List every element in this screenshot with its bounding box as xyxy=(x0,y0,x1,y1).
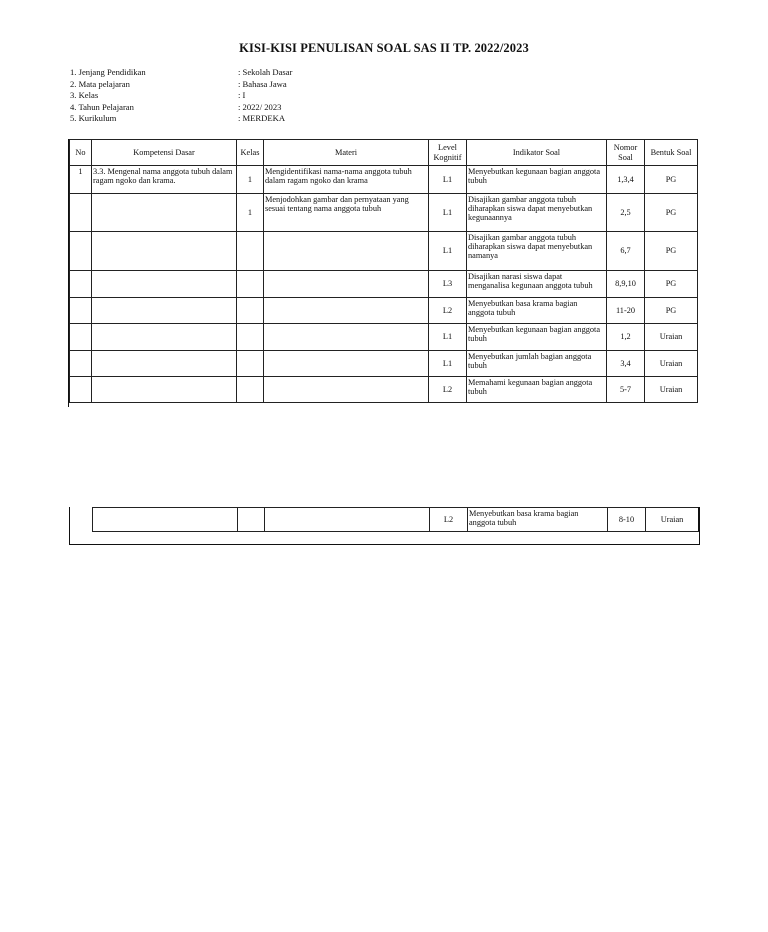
cell-nomor: 1,2 xyxy=(607,324,645,351)
table-outer-border xyxy=(69,544,700,545)
cell-materi xyxy=(264,351,429,377)
cell-bentuk: PG xyxy=(645,232,698,271)
info-key: 1. Jenjang Pendidikan xyxy=(70,67,146,77)
cell-bentuk: Uraian xyxy=(645,377,698,403)
cell-bentuk: PG xyxy=(645,298,698,324)
cell-kompetensi xyxy=(92,377,237,403)
cell-kompetensi xyxy=(92,194,237,232)
cell-indikator: Disajikan gambar anggota tubuh diharapkan siswa dapat menyebutkan namanya xyxy=(467,232,607,271)
cell-indikator: Disajikan gambar anggota tubuh diharapkan siswa dapat menyebutkan kegunaannya xyxy=(467,194,607,232)
table-row xyxy=(70,324,698,351)
header-kelas: Kelas xyxy=(237,140,264,166)
info-value: : Sekolah Dasar xyxy=(238,67,293,77)
cell-kelas xyxy=(237,298,264,324)
table-row xyxy=(70,271,698,298)
cell-kelas xyxy=(238,508,265,532)
header-kompetensi: Kompetensi Dasar xyxy=(92,140,237,166)
cell-kelas xyxy=(237,271,264,298)
info-row-tahun xyxy=(70,102,470,114)
info-value: : Bahasa Jawa xyxy=(238,78,287,89)
cell-no xyxy=(70,324,92,351)
cell-kompetensi xyxy=(93,508,238,532)
document-info xyxy=(70,67,470,125)
cell-nomor: 5-7 xyxy=(607,377,645,403)
kisi-kisi-table-continuation xyxy=(92,507,699,532)
cell-bentuk: Uraian xyxy=(645,324,698,351)
cell-no xyxy=(70,298,92,324)
cell-level: L1 xyxy=(429,232,467,271)
table-header-row xyxy=(70,140,698,166)
header-bentuk: Bentuk Soal xyxy=(645,140,698,166)
header-no: No xyxy=(70,140,92,166)
kisi-kisi-table xyxy=(69,139,698,403)
cell-indikator: Menyebutkan basa krama bagian anggota tubuh xyxy=(467,298,607,324)
table-row xyxy=(70,232,698,271)
table-row xyxy=(93,508,699,532)
cell-level: L2 xyxy=(429,377,467,403)
cell-materi xyxy=(264,298,429,324)
cell-materi xyxy=(264,271,429,298)
cell-materi xyxy=(264,377,429,403)
info-value: : MERDEKA xyxy=(238,113,286,123)
cell-nomor: 8,9,10 xyxy=(607,271,645,298)
cell-kompetensi: 3.3. Mengenal nama anggota tubuh dalam ragam ngoko dan krama. xyxy=(92,166,237,194)
table-outer-border xyxy=(699,507,700,545)
cell-materi xyxy=(264,324,429,351)
cell-level: L1 xyxy=(429,194,467,232)
cell-no xyxy=(70,377,92,403)
header-indikator: Indikator Soal xyxy=(467,140,607,166)
cell-kelas: 1 xyxy=(237,194,264,232)
cell-level: L1 xyxy=(429,166,467,194)
cell-materi xyxy=(265,508,430,532)
table-row xyxy=(70,166,698,194)
cell-indikator: Menyebutkan jumlah bagian anggota tubuh xyxy=(467,351,607,377)
cell-kelas xyxy=(237,324,264,351)
info-value: : I xyxy=(238,90,246,100)
info-key: 3. Kelas xyxy=(70,90,99,100)
cell-indikator: Disajikan narasi siswa dapat menganalisa kegunaan anggota tubuh xyxy=(467,271,607,298)
cell-level: L2 xyxy=(429,298,467,324)
cell-kompetensi xyxy=(92,232,237,271)
cell-level: L1 xyxy=(429,351,467,377)
cell-bentuk: PG xyxy=(645,166,698,194)
cell-bentuk: Uraian xyxy=(646,508,699,532)
cell-level: L1 xyxy=(429,324,467,351)
cell-nomor: 3,4 xyxy=(607,351,645,377)
table-row xyxy=(70,377,698,403)
cell-materi xyxy=(264,232,429,271)
cell-kelas: 1 xyxy=(237,166,264,194)
cell-kelas xyxy=(237,232,264,271)
cell-materi: Mengidentifikasi nama-nama anggota tubuh dalam ragam ngoko dan krama xyxy=(264,166,429,194)
info-row-mapel xyxy=(70,79,470,91)
cell-kompetensi xyxy=(92,271,237,298)
table-row xyxy=(70,194,698,232)
cell-kompetensi xyxy=(92,298,237,324)
cell-nomor: 1,3,4 xyxy=(607,166,645,194)
document-title: KISI-KISI PENULISAN SOAL SAS II TP. 2022/2023 xyxy=(239,41,529,55)
cell-nomor: 8-10 xyxy=(608,508,646,532)
header-nomor: Nomor Soal xyxy=(607,140,645,166)
cell-kelas xyxy=(237,377,264,403)
cell-nomor: 2,5 xyxy=(607,194,645,232)
cell-level: L3 xyxy=(429,271,467,298)
cell-no: 1 xyxy=(70,166,92,194)
cell-bentuk: PG xyxy=(645,271,698,298)
info-value: : 2022/ 2023 xyxy=(238,101,282,112)
cell-no xyxy=(70,194,92,232)
info-key: 4. Tahun Pelajaran xyxy=(70,101,134,112)
info-row-kelas xyxy=(70,90,470,102)
info-key: 5. Kurikulum xyxy=(70,113,117,123)
cell-no xyxy=(70,271,92,298)
cell-nomor: 6,7 xyxy=(607,232,645,271)
cell-indikator: Memahami kegunaan bagian anggota tubuh xyxy=(467,377,607,403)
cell-bentuk: Uraian xyxy=(645,351,698,377)
cell-no xyxy=(70,232,92,271)
table-row xyxy=(70,298,698,324)
cell-kompetensi xyxy=(92,324,237,351)
cell-nomor: 11-20 xyxy=(607,298,645,324)
info-row-jenjang xyxy=(70,67,470,79)
table-outer-border xyxy=(69,507,70,545)
header-level: Level Kognitif xyxy=(429,140,467,166)
cell-kompetensi xyxy=(92,351,237,377)
cell-indikator: Menyebutkan kegunaan bagian anggota tubuh xyxy=(467,324,607,351)
cell-no xyxy=(70,351,92,377)
cell-kelas xyxy=(237,351,264,377)
cell-materi: Menjodohkan gambar dan pernyataan yang sesuai tentang nama anggota tubuh xyxy=(264,194,429,232)
cell-indikator: Menyebutkan kegunaan bagian anggota tubuh xyxy=(467,166,607,194)
cell-level: L2 xyxy=(430,508,468,532)
header-materi: Materi xyxy=(264,140,429,166)
info-key: 2. Mata pelajaran xyxy=(70,78,130,89)
cell-indikator: Menyebutkan basa krama bagian anggota tubuh xyxy=(468,508,608,532)
table-row xyxy=(70,351,698,377)
cell-bentuk: PG xyxy=(645,194,698,232)
info-row-kurikulum xyxy=(70,113,470,125)
